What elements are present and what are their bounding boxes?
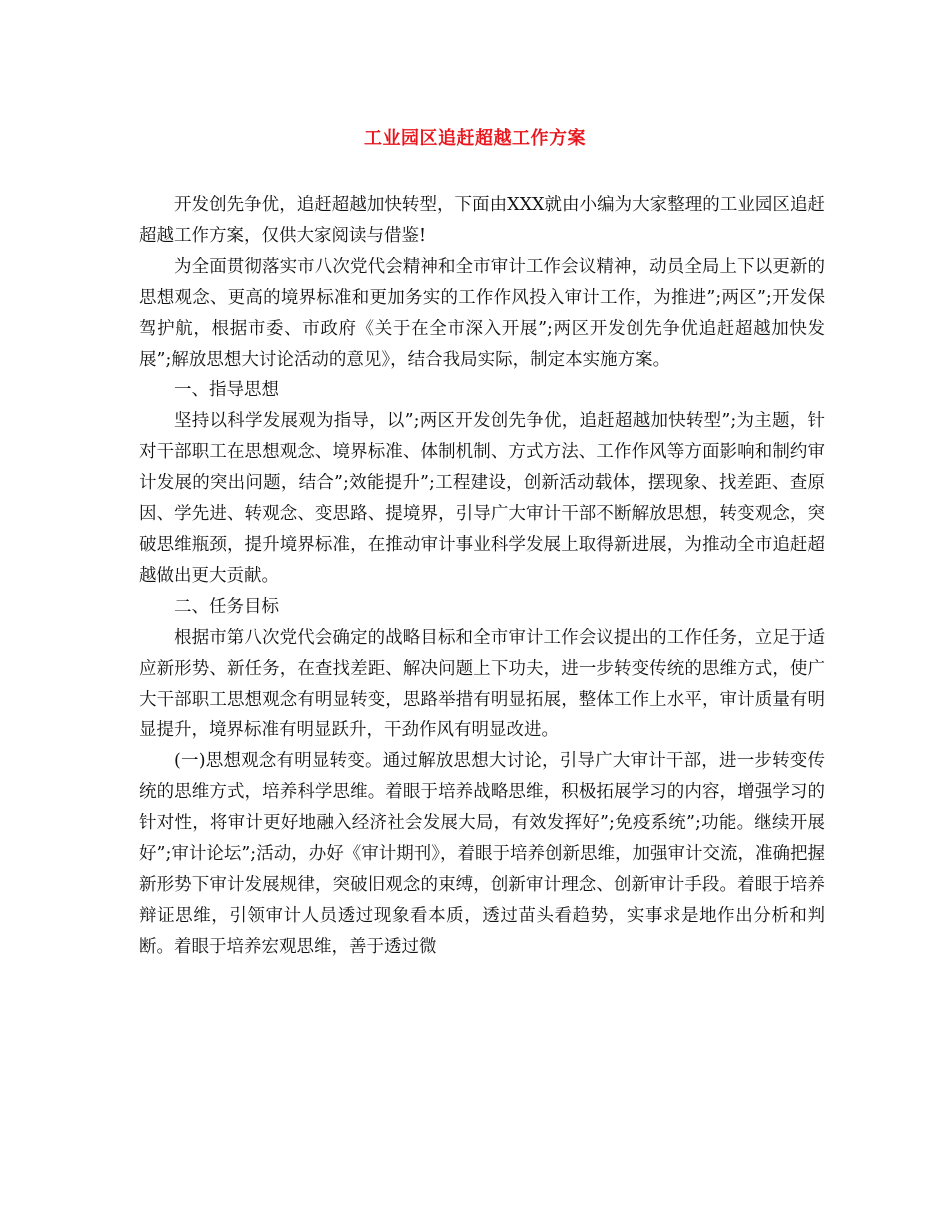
section-heading-guiding-ideology: 一、指导思想 — [174, 380, 279, 401]
document-title: 工业园区追赶超越工作方案 — [364, 128, 586, 149]
section-heading-task-goals: 二、任务目标 — [174, 596, 279, 617]
paragraph-thinking-change: (一)思想观念有明显转变。通过解放思想大讨论，引导广大审计干部，进一步转变传统的思维方式，培养科学思维。着眼于培养战略思维，积极拓展学习的内容，增强学习的针对性，将审计更好地融入经济社会发展大局，有效发挥好”;免疫系统”;功能。继续开展好”;审计论坛”;活动，办好《审计期刊》，着眼于培养创新思维，加强审计交流，准确把握新形势下审计发展规律，突破旧观念的束缚，创新审计理念、创新审计手段。着眼于培养辩证思维，引领审计人员透过现象看本质，透过苗头看趋势，实事求是地作出分析和判断。着眼于培养宏观思维，善于透过微 — [139, 751, 825, 957]
paragraph-purpose: 为全面贯彻落实市八次党代会精神和全市审计工作会议精神，动员全局上下以更新的思想观念、更高的境界标准和更加务实的工作作风投入审计工作，为推进”;两区”;开发保驾护航，根据市委、市政府《关于在全市深入开展”;两区开发创先争优追赶超越加快发展”;解放思想大讨论活动的意见》，结合我局实际，制定本实施方案。 — [139, 256, 825, 370]
document-body — [139, 190, 825, 963]
paragraph-intro: 开发创先争优，追赶超越加快转型，下面由XXX就由小编为大家整理的工业园区追赶超越工作方案，仅供大家阅读与借鉴! — [139, 195, 825, 246]
paragraph-task-goals: 根据市第八次党代会确定的战略目标和全市审计工作会议提出的工作任务，立足于适应新形势、新任务，在查找差距、解决问题上下功夫，进一步转变传统的思维方式，使广大干部职工思想观念有明显转变，思路举措有明显拓展，整体工作上水平，审计质量有明显提升，境界标准有明显跃升，干劲作风有明显改进。 — [139, 627, 825, 741]
paragraph-guiding-ideology: 坚持以科学发展观为指导，以”;两区开发创先争优，追赶超越加快转型”;为主题，针对干部职工在思想观念、境界标准、体制机制、方式方法、工作作风等方面影响和制约审计发展的突出问题，结合”;效能提升”;工程建设，创新活动载体，摆现象、找差距、查原因、学先进、转观念、变思路、提境界，引导广大审计干部不断解放思想，转变观念，突破思维瓶颈，提升境界标准，在推动审计事业科学发展上取得新进展，为推动全市追赶超越做出更大贡献。 — [139, 411, 825, 586]
